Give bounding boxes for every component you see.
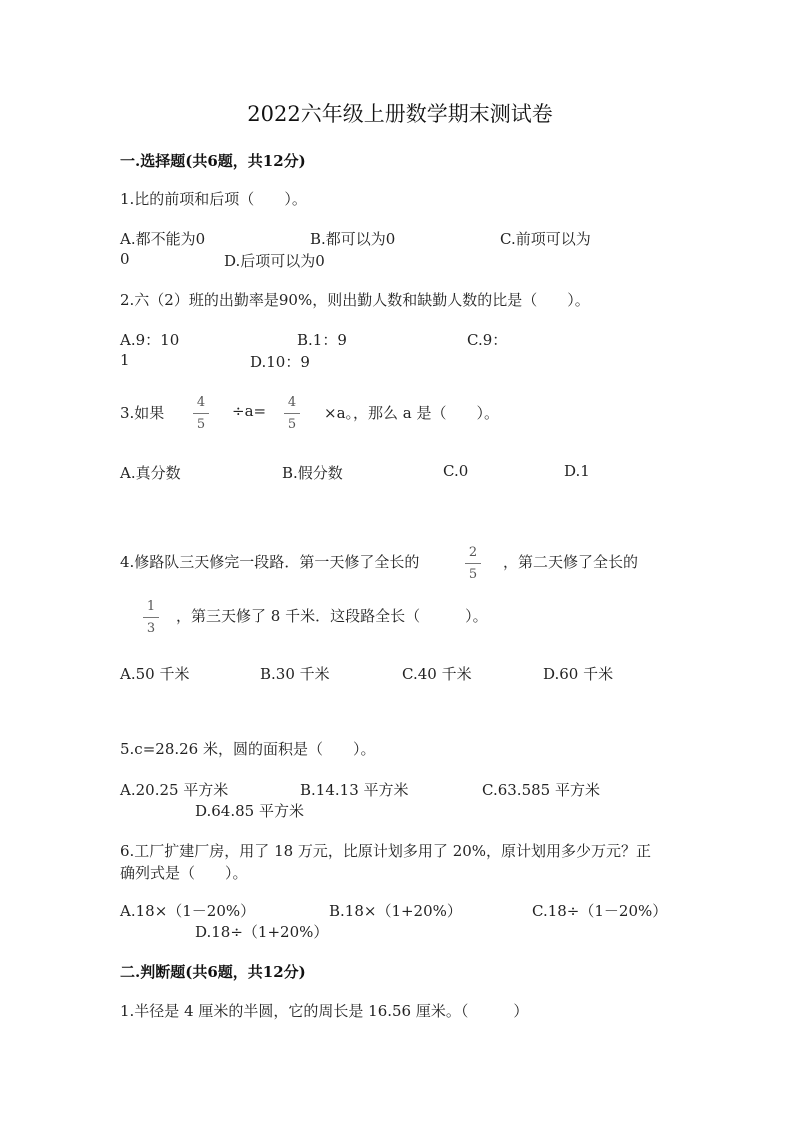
question-1-stem: 1.比的前项和后项（ ）。 bbox=[120, 190, 307, 208]
question-1-option-b: B.都可以为0 bbox=[310, 230, 396, 248]
fraction-bar bbox=[284, 413, 300, 414]
question-4-fraction-2 bbox=[140, 600, 162, 635]
question-2-option-c: C.9： bbox=[467, 331, 508, 349]
question-5-option-d: D.64.85 平方米 bbox=[195, 802, 304, 820]
question-4-stem-part3: ，第三天修了 8 千米．这段路全长（ ）。 bbox=[176, 607, 488, 625]
question-1-option-d: D.后项可以为0 bbox=[224, 252, 325, 270]
question-1-option-c: C.前项可以为 bbox=[500, 230, 591, 248]
question-4-option-d: D.60 千米 bbox=[543, 665, 614, 683]
question-1-option-a: A.都不能为0 bbox=[120, 230, 206, 248]
question-3-option-c: C.0 bbox=[443, 462, 469, 480]
question-5-option-c: C.63.585 平方米 bbox=[482, 781, 600, 799]
question-6-stem-line1: 6.工厂扩建厂房，用了 18 万元，比原计划多用了 20%，原计划用多少万元？正 bbox=[120, 842, 652, 860]
question-4-option-c: C.40 千米 bbox=[402, 665, 472, 683]
question-3-option-a: A.真分数 bbox=[120, 464, 181, 482]
fraction-denominator: 3 bbox=[146, 621, 156, 636]
question-6-option-a: A.18×（1－20%） bbox=[120, 902, 256, 920]
question-6-option-b: B.18×（1+20%） bbox=[329, 902, 462, 920]
fraction-denominator: 5 bbox=[287, 417, 297, 432]
fraction-numerator: 2 bbox=[468, 545, 478, 560]
question-6-stem-line2: 确列式是（ ）。 bbox=[120, 864, 248, 882]
question-5-option-b: B.14.13 平方米 bbox=[300, 781, 409, 799]
fraction-bar bbox=[465, 563, 481, 564]
question-4-stem-part2: ，第二天修了全长的 bbox=[503, 553, 639, 571]
fraction-denominator: 5 bbox=[468, 567, 478, 582]
question-2-stem: 2.六（2）班的出勤率是90%，则出勤人数和缺勤人数的比是（ ）。 bbox=[120, 291, 590, 309]
question-3-option-b: B.假分数 bbox=[282, 464, 343, 482]
question-3-stem-part2: ÷a= bbox=[232, 402, 267, 420]
question-6-option-d: D.18÷（1+20%） bbox=[195, 923, 329, 941]
section-heading-choice: 一.选择题(共6题，共12分) bbox=[120, 152, 306, 170]
question-6-option-c: C.18÷（1－20%） bbox=[532, 902, 668, 920]
fraction-numerator: 4 bbox=[196, 395, 206, 410]
judgement-1-stem: 1.半径是 4 厘米的半圆，它的周长是 16.56 厘米。（ ） bbox=[120, 1002, 529, 1020]
question-2-option-a: A.9：10 bbox=[120, 331, 180, 349]
fraction-numerator: 1 bbox=[146, 599, 156, 614]
fraction-denominator: 5 bbox=[196, 417, 206, 432]
question-3-fraction-1 bbox=[190, 396, 212, 431]
question-2-option-b: B.1：9 bbox=[297, 331, 347, 349]
question-4-option-a: A.50 千米 bbox=[120, 665, 190, 683]
question-2-option-c-continued: 1 bbox=[120, 351, 130, 369]
question-5-stem: 5.c=28.26 米，圆的面积是（ ）。 bbox=[120, 740, 376, 758]
question-4-fraction-1 bbox=[462, 546, 484, 581]
question-4-stem-part1: 4.修路队三天修完一段路．第一天修了全长的 bbox=[120, 553, 420, 571]
question-3-stem-part1: 3.如果 bbox=[120, 404, 165, 422]
question-3-stem-part3: ×a。，那么 a 是（ ）。 bbox=[324, 404, 499, 422]
section-heading-judgement: 二.判断题(共6题，共12分) bbox=[120, 963, 306, 981]
fraction-bar bbox=[143, 617, 159, 618]
question-3-fraction-2 bbox=[281, 396, 303, 431]
question-3-option-d: D.1 bbox=[564, 462, 590, 480]
question-4-option-b: B.30 千米 bbox=[260, 665, 330, 683]
question-5-option-a: A.20.25 平方米 bbox=[120, 781, 229, 799]
question-1-option-c-continued: 0 bbox=[120, 250, 130, 268]
fraction-bar bbox=[193, 413, 209, 414]
question-2-option-d: D.10：9 bbox=[250, 353, 310, 371]
fraction-numerator: 4 bbox=[287, 395, 297, 410]
page-title: 2022六年级上册数学期末测试卷 bbox=[247, 102, 553, 126]
